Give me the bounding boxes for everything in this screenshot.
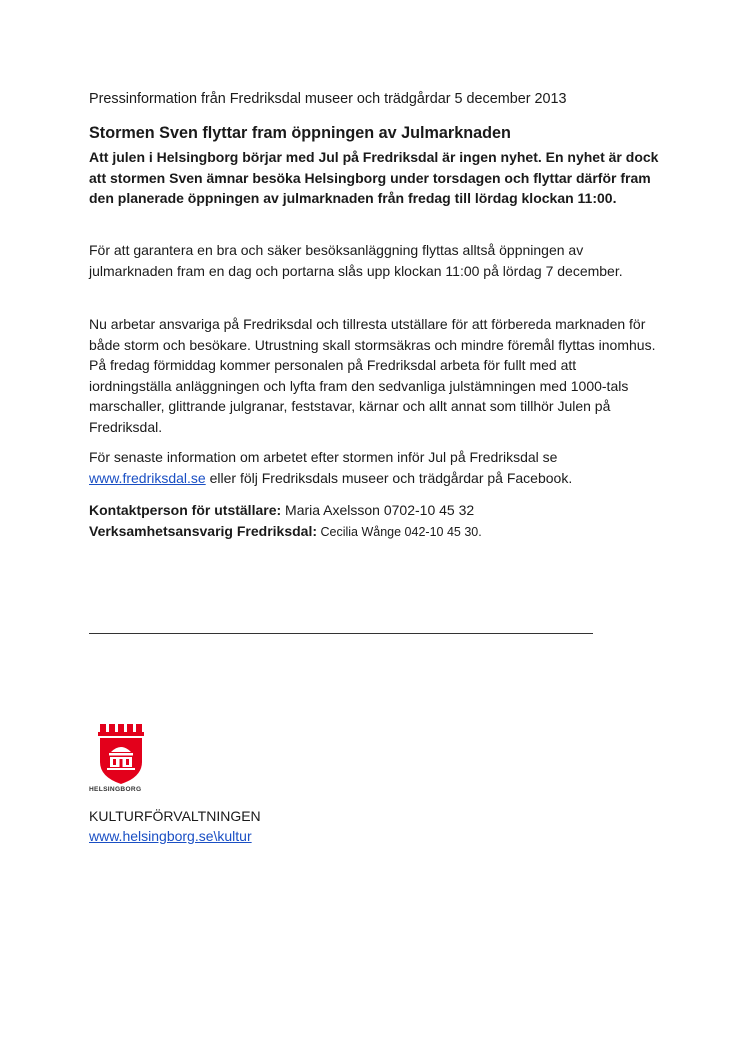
paragraph-text: eller följ Fredriksdals museer och trädgårdar på Facebook.: [205, 469, 573, 486]
kultur-link[interactable]: www.helsingborg.se\kultur: [89, 828, 252, 844]
body-paragraph-1: För att garantera en bra och säker besöksanläggning flyttas alltså öppningen av julmarknaden fram en dag och portarna slås upp klockan 11:00 på lördag 7 december.: [89, 242, 623, 279]
manager-contact-label: Verksamhetsansvarig Fredriksdal:: [89, 522, 318, 539]
body-paragraph-2: Nu arbetar ansvariga på Fredriksdal och tillresta utställare för att förbereda marknaden för både storm och besökare. Utrustning skall stormsäkras och mindre föremål flyttas inomhus. På fredag förmiddag kommer personalen på Fredriksdal arbeta för fullt med att iordningställa anläggningen och lyfta fram den sedvanliga julstämningen med 1000-tals marschaller, glittrande julgranar, feststavar, kärnar och allt annat som tillhör Julen på Fredriksdal.: [89, 316, 656, 435]
helsingborg-crest-icon: [89, 722, 153, 792]
fredriksdal-link[interactable]: www.fredriksdal.se: [89, 469, 206, 486]
logo-wordmark: HELSINGBORG: [89, 786, 142, 793]
body-paragraph-3: [89, 447, 659, 488]
divider: [89, 633, 593, 634]
department-name: KULTURFÖRVALTNINGEN: [89, 808, 261, 824]
lead-paragraph: Att julen i Helsingborg börjar med Jul på Fredriksdal är ingen nyhet. En nyhet är dock att stormen Sven ämnar besöka Helsingborg under torsdagen och flyttar därför fram den planerade öppningen av julmarknaden från fredag till lördag klockan 11:00.: [89, 149, 659, 206]
footer: [89, 806, 261, 846]
dateline: Pressinformation från Fredriksdal museer och trädgårdar 5 december 2013: [89, 91, 567, 107]
exhibitor-contact-value: Maria Axelsson 0702-10 45 32: [281, 502, 475, 518]
exhibitor-contact-label: Kontaktperson för utställare:: [89, 502, 282, 518]
manager-contact-value: Cecilia Wånge 042-10 45 30.: [317, 524, 482, 539]
contact-block: [89, 500, 482, 542]
headline: Stormen Sven flyttar fram öppningen av Julmarknaden: [89, 124, 511, 142]
manager-contact: [89, 521, 482, 543]
paragraph-text: För senaste information om arbetet efter stormen inför Jul på Fredriksdal se: [89, 449, 558, 465]
exhibitor-contact: [89, 500, 482, 521]
